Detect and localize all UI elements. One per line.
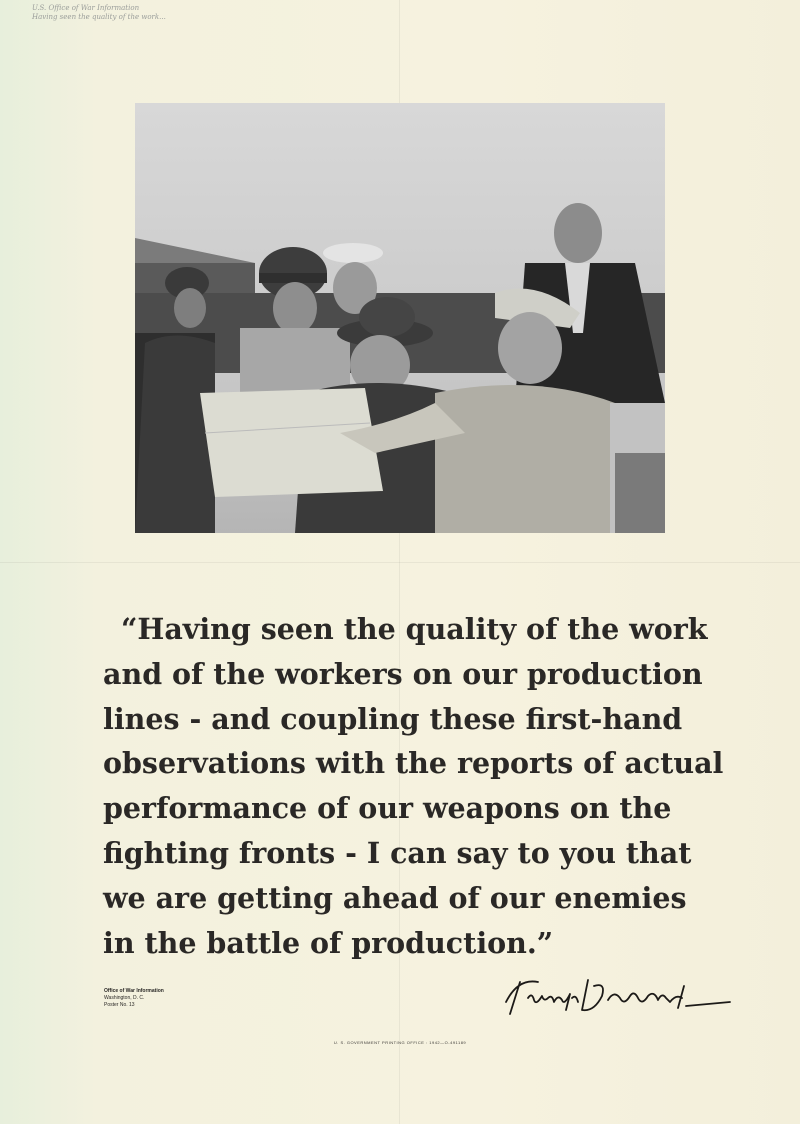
- credit-poster-number: Poster No. 13: [104, 1002, 135, 1008]
- roosevelt-quote: [103, 607, 723, 965]
- publisher-credit: [104, 988, 164, 1009]
- quote-line-7: we are getting ahead of our enemies: [103, 880, 687, 915]
- fold-line-horizontal: [0, 562, 800, 563]
- credit-city: Washington, D. C.: [104, 995, 145, 1001]
- quote-line-2: and of the workers on our production: [103, 656, 703, 691]
- quote-line-6: fighting fronts - I can say to you that: [103, 835, 692, 870]
- quote-line-8: in the battle of production.”: [103, 925, 554, 960]
- quote-line-4: observations with the reports of actual: [103, 746, 724, 781]
- photograph: [135, 103, 665, 533]
- handwritten-note: [32, 4, 232, 22]
- quote-line-5: performance of our weapons on the: [103, 791, 672, 826]
- quote-line-3: lines - and coupling these first-hand: [103, 701, 683, 736]
- handwritten-note-line-2: Having seen the quality of the work...: [32, 13, 166, 21]
- handwritten-note-line-1: U.S. Office of War Information: [32, 4, 140, 12]
- photo-group-icon: [135, 103, 665, 533]
- signature-icon: [498, 972, 734, 1022]
- printing-office-line: U. S. GOVERNMENT PRINTING OFFICE : 1942—O-491189: [333, 1040, 467, 1045]
- credit-agency: Office of War Information: [104, 988, 164, 994]
- quote-line-1: “Having seen the quality of the work: [121, 612, 708, 646]
